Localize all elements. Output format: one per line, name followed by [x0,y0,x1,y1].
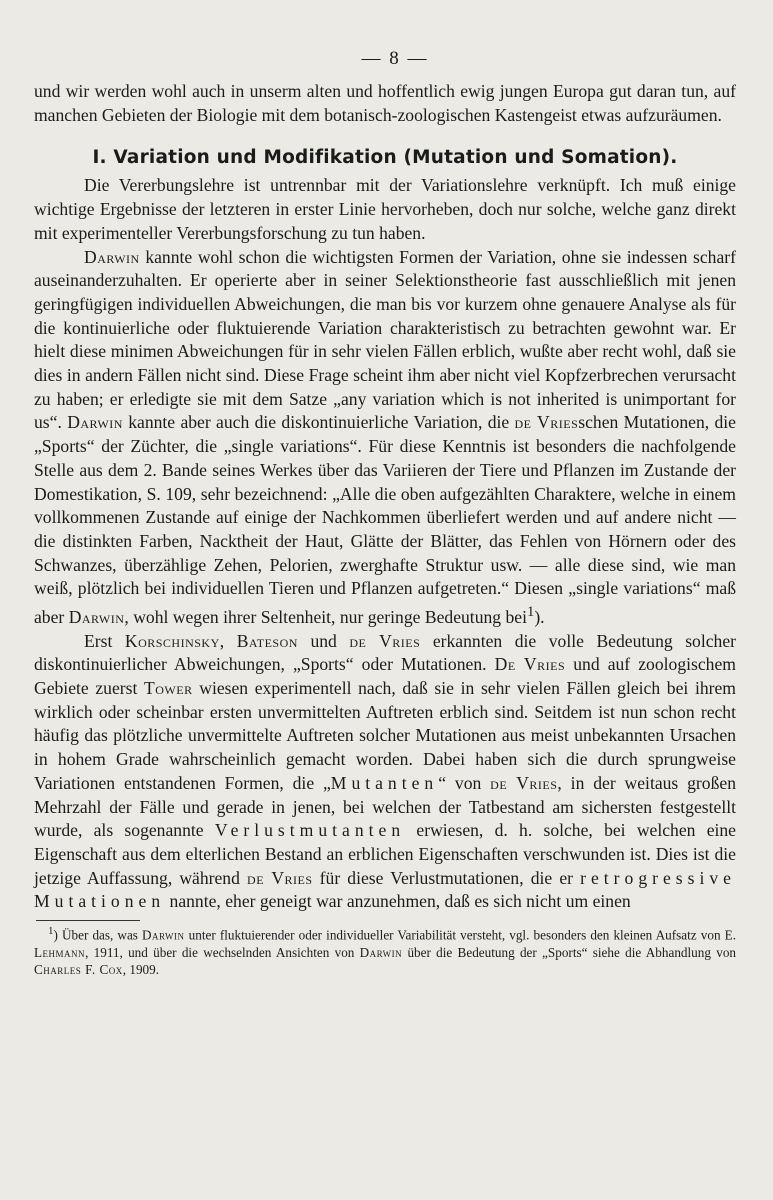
name-darwin: Darwin [359,944,403,960]
name-bateson: Bateson [236,630,298,651]
name-de-vries: De Vries [494,654,566,675]
paragraph-vererbungslehre: Die Vererbungslehre ist untrennbar mit der Variationslehre verknüpft. Ich muß einige wichtige Ergebnisse der letzteren in erster Linie hervorheben, doch nur solche, welche ganz direkt mit experimenteller Vererbungsforschung zu tun haben. [34,175,736,243]
intro-paragraph: und wir werden wohl auch in unserm alten und hoffentlich ewig jungen Europa gut daran tun, auf manchen Gebieten der Biologie mit dem botanisch-zoologischen Kastengeist etwas aufzuräumen. [34,81,736,125]
name-de-vries: de Vries [490,772,558,793]
name-de-vries: de Vries [349,630,421,651]
term-verlustmutanten: Verlustmutanten [214,820,406,841]
name-tower: Tower [144,678,193,699]
paragraph-darwin: Darwin kannte wohl schon die wichtigsten Formen der Variation, ohne sie indessen scharf auseinanderzuhalten. Er operierte aber in seiner Selektionstheorie fast ausschließlich mit jenen geringfügigen individuellen Abweichungen, die man bis vor kurzem ohne genauere Analyse als für die kontinuierliche oder fluktuierende Variation charakteristisch zu betrachten gewohnt war. Er hielt diese minimen Abweichungen für in sehr vielen Fällen erblich, wußte aber recht wohl, daß sie dies in andern Fällen nicht sind. Diese Frage scheint ihm aber nicht viel Kopfzerbrechen verursacht zu haben; er erledigte sie mit dem Satze „any variation which is not inherited is unimportant for us“. Darwin kannte aber auch die diskontinuierliche Variation, die de Vriesschen Mutationen, die „Sports“ der Züchter, die „single variations“. Für diese Kenntnis ist besonders die nachfolgende Stelle aus dem 2. Bande seines Werkes über das Variieren der Tiere und Pflanzen im Zustande der Domestikation, S. 109, sehr bezeichnend: „Alle die oben aufgezählten Charaktere, welche in einem vollkommenen Zustande auf einige der Nachkommen überliefert werden und auf andere nicht — die distinkten Farben, Nacktheit der Haut, Glätte der Blätter, das Fehlen von Hörnern oder des Schwanzes, überzählige Zehen, Pelorien, zwerghafte Struktur usw. — alle diese sind, wie man weiß, plötzlich bei individuellen Tieren und Pflanzen aufgetreten.“ Diesen „single variations“ maß aber Darwin, wohl wegen ihrer Seltenheit, nur geringe Bedeutung bei$^1$). [34,246,736,627]
footnote-mark: 1 [48,925,54,938]
paragraph-mutationen: Erst Korschinsky, Bateson und de Vries erkannten die volle Bedeutung solcher diskontinuierlicher Abweichungen, „Sports“ oder Mutationen. De Vries und auf zoologischem Gebiete zuerst Tower wiesen experimentell nach, daß sie in sehr vielen Fällen gleich bei ihrem wirklich oder scheinbar ersten unvermittelten Auftreten erblich sind. Seitdem ist nun schon recht häufig das plötzliche unvermittelte Auftreten solcher Mutationen aus meist unbekannten Ursachen in hohem Grade wahrscheinlich gemacht worden. Dabei haben sich die durch sprungweise Variationen entstandenen Formen, die „Mutanten“ von de Vries, in der weitaus großen Mehrzahl der Fälle und gerade in jenen, bei welchen der Tatbestand am sichersten festgestellt wurde, als sogenannte Verlustmutanten erwiesen, d. h. solche, bei welchen eine Eigenschaft aus dem elterlichen Bestand an erblichen Eigenschaften verschwunden ist. Dies ist die jetzige Auffassung, während de Vries für diese Verlustmutationen, die er retrogressive Mutationen nannte, eher geneigt war anzunehmen, daß es sich nicht um einen [34,630,736,912]
term-retrogressive-mutationen: retrogressive Mutationen [34,867,736,912]
page-number: — 8 — [361,48,429,69]
name-darwin: Darwin [68,606,125,627]
footnote: $^1$) Über das, was Darwin unter fluktuierender oder individueller Variabilität versteht, vgl. besonders den kleinen Aufsatz von E. Lehmann, 1911, und über die wechselnden Ansichten von Darwin über die Bedeutung der „Sports“ siehe die Abhandlung von Charles F. Cox, 1909. [34,925,737,978]
term-mutanten: Mutanten [330,772,439,793]
name-charles-cox: Charles F. Cox [34,962,123,978]
footnote-reference: 1 [526,604,535,621]
text-block [34,48,736,979]
name-korschinsky: Korschinsky [124,630,220,651]
name-darwin: Darwin [142,927,185,943]
footnote-rule [36,920,140,921]
name-darwin: Darwin [67,412,123,433]
name-darwin: Darwin [84,246,140,267]
name-de-vries: de Vries [514,412,579,433]
name-de-vries: de Vries [247,867,313,888]
section-heading: I. Variation und Modifikation (Mutation und Somation). [92,147,678,169]
name-lehmann: Lehmann [34,944,86,960]
